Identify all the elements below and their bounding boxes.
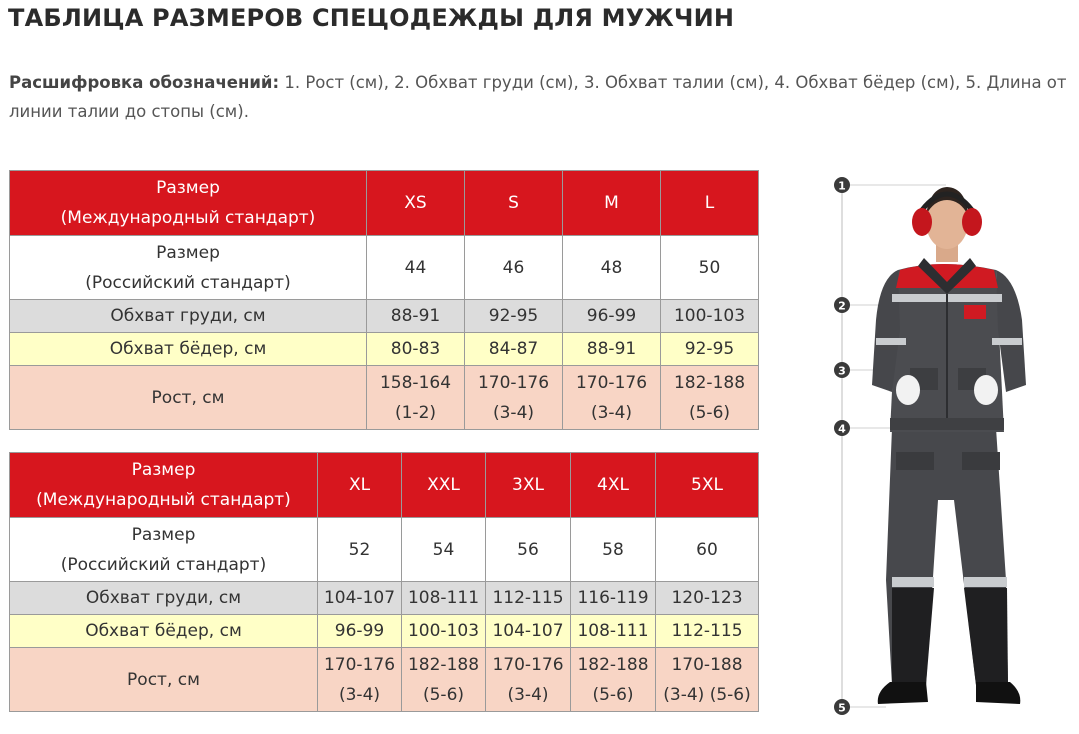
- marker-1: [834, 177, 850, 193]
- table-cell: 44: [367, 236, 465, 300]
- workwear-figure: [826, 170, 1076, 730]
- row-label-height: Рост, см: [10, 648, 318, 712]
- height-group: (3-4): [338, 684, 381, 705]
- table-row: [10, 236, 759, 300]
- table-row: [10, 300, 759, 333]
- label-line: (Международный стандарт): [36, 490, 291, 510]
- table-cell: [656, 648, 759, 712]
- height-group: (5-6): [592, 684, 634, 705]
- table-cell: 46: [465, 236, 563, 300]
- table-cell: [571, 648, 656, 712]
- marker-label: 2: [838, 299, 846, 313]
- height-group: (5-6): [422, 684, 465, 705]
- table-cell: 88-91: [563, 333, 661, 366]
- table-row: [10, 366, 759, 430]
- size-header: M: [563, 171, 661, 236]
- row-label-hips: Обхват бёдер, см: [10, 333, 367, 366]
- table-cell: 48: [563, 236, 661, 300]
- marker-label: 1: [838, 179, 846, 193]
- pocket-flap: [964, 305, 986, 319]
- size-header: XS: [367, 171, 465, 236]
- table-row: [10, 171, 759, 236]
- table-cell: 108-111: [571, 615, 656, 648]
- table-row: [10, 453, 759, 518]
- table-row: [10, 615, 759, 648]
- ear-muff: [912, 208, 932, 236]
- height-group: (3-4): [590, 402, 633, 423]
- size-header: S: [465, 171, 563, 236]
- table-cell: 56: [486, 518, 571, 582]
- table-cell: 80-83: [367, 333, 465, 366]
- label-line: Размер: [131, 524, 196, 545]
- label-line: Размер: [131, 460, 196, 480]
- table-cell: 58: [571, 518, 656, 582]
- size-header: XL: [318, 453, 402, 518]
- table-cell: [486, 648, 571, 712]
- height-range: 170-188: [671, 654, 743, 675]
- table-cell: [661, 366, 759, 430]
- height-range: 170-176: [492, 654, 564, 675]
- table-cell: 112-115: [656, 615, 759, 648]
- trouser-bottom: [892, 588, 934, 685]
- marker-4: [834, 420, 850, 436]
- table-cell: 88-91: [367, 300, 465, 333]
- legend: [9, 68, 1069, 126]
- table-cell: 50: [661, 236, 759, 300]
- page-title: ТАБЛИЦА РАЗМЕРОВ СПЕЦОДЕЖДЫ ДЛЯ МУЖЧИН: [8, 4, 735, 32]
- height-group: (5-6): [688, 402, 731, 423]
- table-cell: 60: [656, 518, 759, 582]
- table-cell: [318, 648, 402, 712]
- label-line: (Международный стандарт): [60, 208, 316, 228]
- table-cell: 96-99: [318, 615, 402, 648]
- table-row: [10, 518, 759, 582]
- table-cell: 84-87: [465, 333, 563, 366]
- legend-label: Расшифровка обозначений:: [9, 73, 280, 92]
- table-cell: 104-107: [318, 582, 402, 615]
- label-line: Размер: [156, 242, 220, 263]
- legend-text: 1. Рост (см), 2. Обхват груди (см), 3. Обхват талии (см), 4. Обхват бёдер (см), 5. Длина от линии талии до стопы (см).: [9, 73, 1067, 121]
- row-label-chest: Обхват груди, см: [10, 582, 318, 615]
- label-line: (Российский стандарт): [85, 272, 291, 293]
- table-cell: 96-99: [563, 300, 661, 333]
- knee-pad: [896, 452, 934, 470]
- reflective-stripe: [992, 338, 1022, 345]
- label-line: (Российский стандарт): [60, 554, 267, 575]
- ear-muff: [962, 208, 982, 236]
- marker-label: 5: [838, 701, 846, 715]
- size-header: L: [661, 171, 759, 236]
- trouser-bottom: [964, 588, 1008, 685]
- height-range: 170-176: [477, 372, 550, 393]
- height-group: (3-4) (5-6): [663, 684, 751, 705]
- table-cell: 104-107: [486, 615, 571, 648]
- table-cell: 116-119: [571, 582, 656, 615]
- reflective-stripe: [876, 338, 906, 345]
- size-header: 3XL: [486, 453, 571, 518]
- size-table-2: [9, 452, 759, 712]
- height-range: 158-164: [379, 372, 452, 393]
- table-cell: [563, 366, 661, 430]
- row-label-hips: Обхват бёдер, см: [10, 615, 318, 648]
- table-cell: 100-103: [402, 615, 486, 648]
- size-header: 4XL: [571, 453, 656, 518]
- marker-5: [834, 699, 850, 715]
- table-cell: 100-103: [661, 300, 759, 333]
- table-cell: 120-123: [656, 582, 759, 615]
- glove: [974, 375, 998, 405]
- size-header: 5XL: [656, 453, 759, 518]
- height-range: 182-188: [407, 654, 480, 675]
- label-line: Размер: [156, 178, 220, 198]
- table-row: [10, 648, 759, 712]
- table-cell: 92-95: [465, 300, 563, 333]
- knee-pad: [962, 452, 1000, 470]
- waistband: [890, 418, 1004, 430]
- table-row: [10, 582, 759, 615]
- row-label-chest: Обхват груди, см: [10, 300, 367, 333]
- glove: [896, 375, 920, 405]
- boot: [878, 682, 928, 704]
- marker-label: 4: [838, 422, 846, 436]
- table-row: [10, 333, 759, 366]
- size-table-1: [9, 170, 759, 430]
- boot: [976, 682, 1020, 704]
- height-group: (3-4): [492, 402, 535, 423]
- marker-label: 3: [838, 364, 846, 378]
- table-cell: 112-115: [486, 582, 571, 615]
- row-label-intl: [10, 453, 318, 518]
- row-label-height: Рост, см: [10, 366, 367, 430]
- height-group: (3-4): [507, 684, 549, 705]
- row-label-ru: [10, 518, 318, 582]
- marker-3: [834, 362, 850, 378]
- table-cell: 92-95: [661, 333, 759, 366]
- height-range: 170-176: [575, 372, 648, 393]
- height-range: 182-188: [673, 372, 746, 393]
- height-range: 182-188: [577, 654, 649, 675]
- reflective-stripe: [964, 577, 1007, 587]
- height-group: (1-2): [394, 402, 437, 423]
- marker-2: [834, 297, 850, 313]
- table-cell: [465, 366, 563, 430]
- table-cell: [402, 648, 486, 712]
- reflective-stripe: [892, 577, 934, 587]
- table-cell: 52: [318, 518, 402, 582]
- table-cell: 54: [402, 518, 486, 582]
- row-label-ru: [10, 236, 367, 300]
- table-cell: 108-111: [402, 582, 486, 615]
- size-header: XXL: [402, 453, 486, 518]
- height-range: 170-176: [323, 654, 396, 675]
- table-cell: [367, 366, 465, 430]
- row-label-intl: [10, 171, 367, 236]
